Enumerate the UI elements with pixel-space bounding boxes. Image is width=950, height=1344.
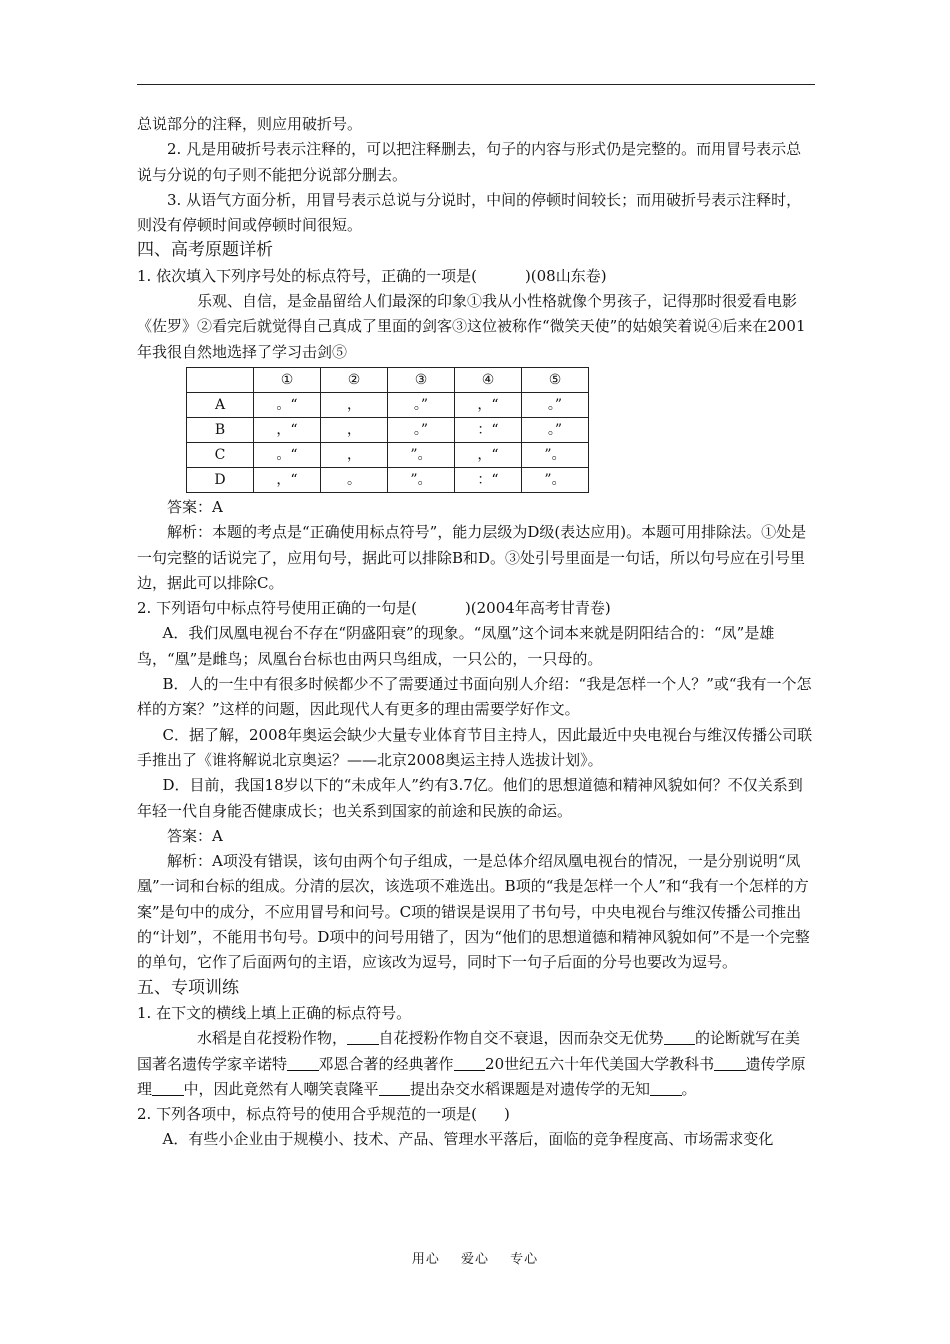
fill-blank-5[interactable]	[714, 1055, 746, 1071]
s4-q2-option-b: B．人的一生中有很多时候都少不了需要通过书面向别人介绍：“我是怎样一个人？”或“我有一个怎样的方案？”这样的问题，因此现代人有更多的理由需要学好作文。	[137, 675, 812, 719]
table-header-cell: ④	[455, 367, 522, 392]
fill-blank-7[interactable]	[379, 1080, 411, 1096]
intro-line-3: 3. 从语气方面分析，用冒号表示总说与分说时，中间的停顿时间较长；而用破折号表示注释时，则没有停顿时间或停顿时间很短。	[137, 190, 802, 235]
s5-seg-5: 遗传学原理	[137, 1054, 806, 1098]
footer-word-1: 用心	[411, 1252, 440, 1267]
s5-q2-option-a: A．有些小企业由于规模小、技术、产品、管理水平落后，面临的竞争程度高、市场需求变化	[162, 1130, 774, 1149]
s4-q1-passage: 乐观、自信，是金晶留给人们最深的印象①我从小性格就像个男孩子，记得那时很爱看电影《佐罗》②看完后就觉得自己真成了里面的剑客③这位被称作“微笑天使”的姑娘笑着说④后来在2001年我很自然地选择了学习击剑⑤	[137, 292, 806, 361]
header-rule	[137, 84, 815, 85]
s4-q2-stem	[137, 596, 815, 621]
table-row-label: A	[187, 392, 254, 417]
s5-seg-3: 邓恩合著的经典著作	[318, 1054, 454, 1073]
table-header-cell: ⑤	[522, 367, 589, 392]
table-row-label: D	[187, 467, 254, 492]
s5-q2-stem	[137, 1102, 815, 1127]
s4-q2-option-c: C．据了解，2008年奥运会缺少大量专业体育节目主持人，因此最近中央电视台与维汉传播公司联手推出了《谁将解说北京奥运？——北京2008奥运主持人选拔计划》。	[137, 725, 813, 769]
table-cell: 。”	[522, 392, 589, 417]
table-cell: ”。	[522, 442, 589, 467]
table-row	[187, 417, 589, 442]
table-cell: ，	[321, 417, 388, 442]
s5-seg-2: 的论断就写在美国著名遗传学家辛诺特	[137, 1029, 801, 1073]
table-cell: ，	[321, 392, 388, 417]
table-header-cell	[187, 367, 254, 392]
s5-q2-stem-a: 2. 下列各项中，标点符号的使用合乎规范的一项是(	[137, 1105, 477, 1124]
s5-q1-passage	[137, 1026, 815, 1102]
table-cell: ，“	[455, 442, 522, 467]
intro-line-2: 2. 凡是用破折号表示注释的，可以把注释删去，句子的内容与形式仍是完整的。而用冒号表示总说与分说的句子则不能把分说部分删去。	[137, 140, 802, 184]
document-body	[137, 112, 815, 1153]
table-header-cell: ②	[321, 367, 388, 392]
table-cell: 。”	[388, 417, 455, 442]
footer-word-2: 爱心	[460, 1252, 489, 1267]
s4-q2-option-a: A．我们凤凰电视台不存在“阴盛阳衰”的现象。“凤凰”这个词本来就是阴阳结合的：“凤”是雄鸟，“凰”是雌鸟；凤凰台台标也由两只鸟组成，一只公的，一只母的。	[137, 624, 775, 668]
table-cell: ，“	[254, 467, 321, 492]
intro-line-1: 总说部分的注释，则应用破折号。	[137, 115, 363, 133]
s4-q2-stem-b: )(2004年高考甘青卷)	[464, 599, 611, 618]
table-cell: 。“	[254, 392, 321, 417]
s5-q1-stem: 1. 在下文的横线上填上正确的标点符号。	[137, 1003, 412, 1022]
s4-q1-stem	[137, 264, 815, 289]
table-cell: ，	[321, 442, 388, 467]
table-cell: 。”	[388, 392, 455, 417]
table-cell: ：“	[455, 417, 522, 442]
table-cell: 。”	[522, 417, 589, 442]
table-cell: ：“	[455, 467, 522, 492]
table-cell: ”。	[522, 467, 589, 492]
table-header-row	[187, 367, 589, 392]
section5-heading: 五、专项训练	[137, 977, 239, 998]
s5-q2-stem-b: )	[503, 1105, 510, 1124]
footer-word-3: 专心	[510, 1252, 539, 1267]
table-header-cell: ③	[388, 367, 455, 392]
fill-blank-1[interactable]	[347, 1029, 379, 1045]
s4-q1-stem-a: 1. 依次填入下列序号处的标点符号，正确的一项是(	[137, 266, 477, 285]
table-row	[187, 442, 589, 467]
table-cell: 。	[321, 467, 388, 492]
fill-blank-3[interactable]	[287, 1055, 319, 1071]
fill-blank-4[interactable]	[454, 1055, 486, 1071]
table-row-label: C	[187, 442, 254, 467]
table-cell: ”。	[388, 467, 455, 492]
s4-q2-answer: 答案：A	[167, 826, 223, 845]
s4-q1-analysis: 解析：本题的考点是“正确使用标点符号”，能力层级为D级(表达应用)。本题可用排除法。①处是一句完整的话说完了，应用句号，据此可以排除B和D。③处引号里面是一句话，所以句号应在引号里边，据此可以排除C。	[137, 523, 807, 592]
fill-blank-2[interactable]	[664, 1029, 696, 1045]
s5-seg-6: 中，因此竟然有人嘲笑袁隆平	[183, 1079, 379, 1098]
s4-q2-analysis: 解析：A项没有错误，该句由两个句子组成，一是总体介绍凤凰电视台的情况，一是分别说明“凤凰”一词和台标的组成。分清的层次，该选项不难选出。B项的“我是怎样一个人”和“我有一个怎样的方案”是句中的成分，不应用冒号和问号。C项的错误是误用了书句号，中央电视台与维汉传播公司推出的“计划”，不能用书句号。D项中的问号用错了，因为“他们的思想道德和精神风貌如何”不是一个完整的单句，它作了后面两句的主语，应该改为逗号，同时下一句子后面的分号也要改为逗号。	[137, 852, 810, 972]
s5-seg-7: 提出杂交水稻课题是对遗传学的无知	[410, 1079, 651, 1098]
table-row	[187, 467, 589, 492]
page-footer	[0, 1248, 950, 1267]
s5-seg-4: 20世纪五六十年代美国大学教科书	[485, 1054, 715, 1073]
s5-seg-8: 。	[681, 1079, 697, 1098]
s4-q1-answer: 答案：A	[167, 497, 223, 516]
fill-blank-6[interactable]	[152, 1080, 184, 1096]
s5-seg-0: 水稻是自花授粉作物，	[197, 1029, 348, 1048]
section4-heading: 四、高考原题详析	[137, 240, 273, 261]
table-cell: 。“	[254, 442, 321, 467]
s4-q2-stem-a: 2. 下列语句中标点符号使用正确的一句是(	[137, 599, 417, 618]
table-row	[187, 392, 589, 417]
table-cell: ，“	[254, 417, 321, 442]
fill-blank-8[interactable]	[650, 1080, 682, 1096]
table-row-label: B	[187, 417, 254, 442]
s5-seg-1: 自花授粉作物自交不衰退，因而杂交无优势	[378, 1029, 664, 1048]
table-cell: ”。	[388, 442, 455, 467]
s4-q1-stem-b: )(08山东卷)	[524, 266, 607, 285]
table-cell: ，“	[455, 392, 522, 417]
answer-table	[186, 367, 589, 493]
s4-q2-option-d: D．目前，我国18岁以下的“未成年人”约有3.7亿。他们的思想道德和精神风貌如何？不仅关系到年轻一代自身能否健康成长；也关系到国家的前途和民族的命运。	[137, 776, 803, 820]
table-header-cell: ①	[254, 367, 321, 392]
